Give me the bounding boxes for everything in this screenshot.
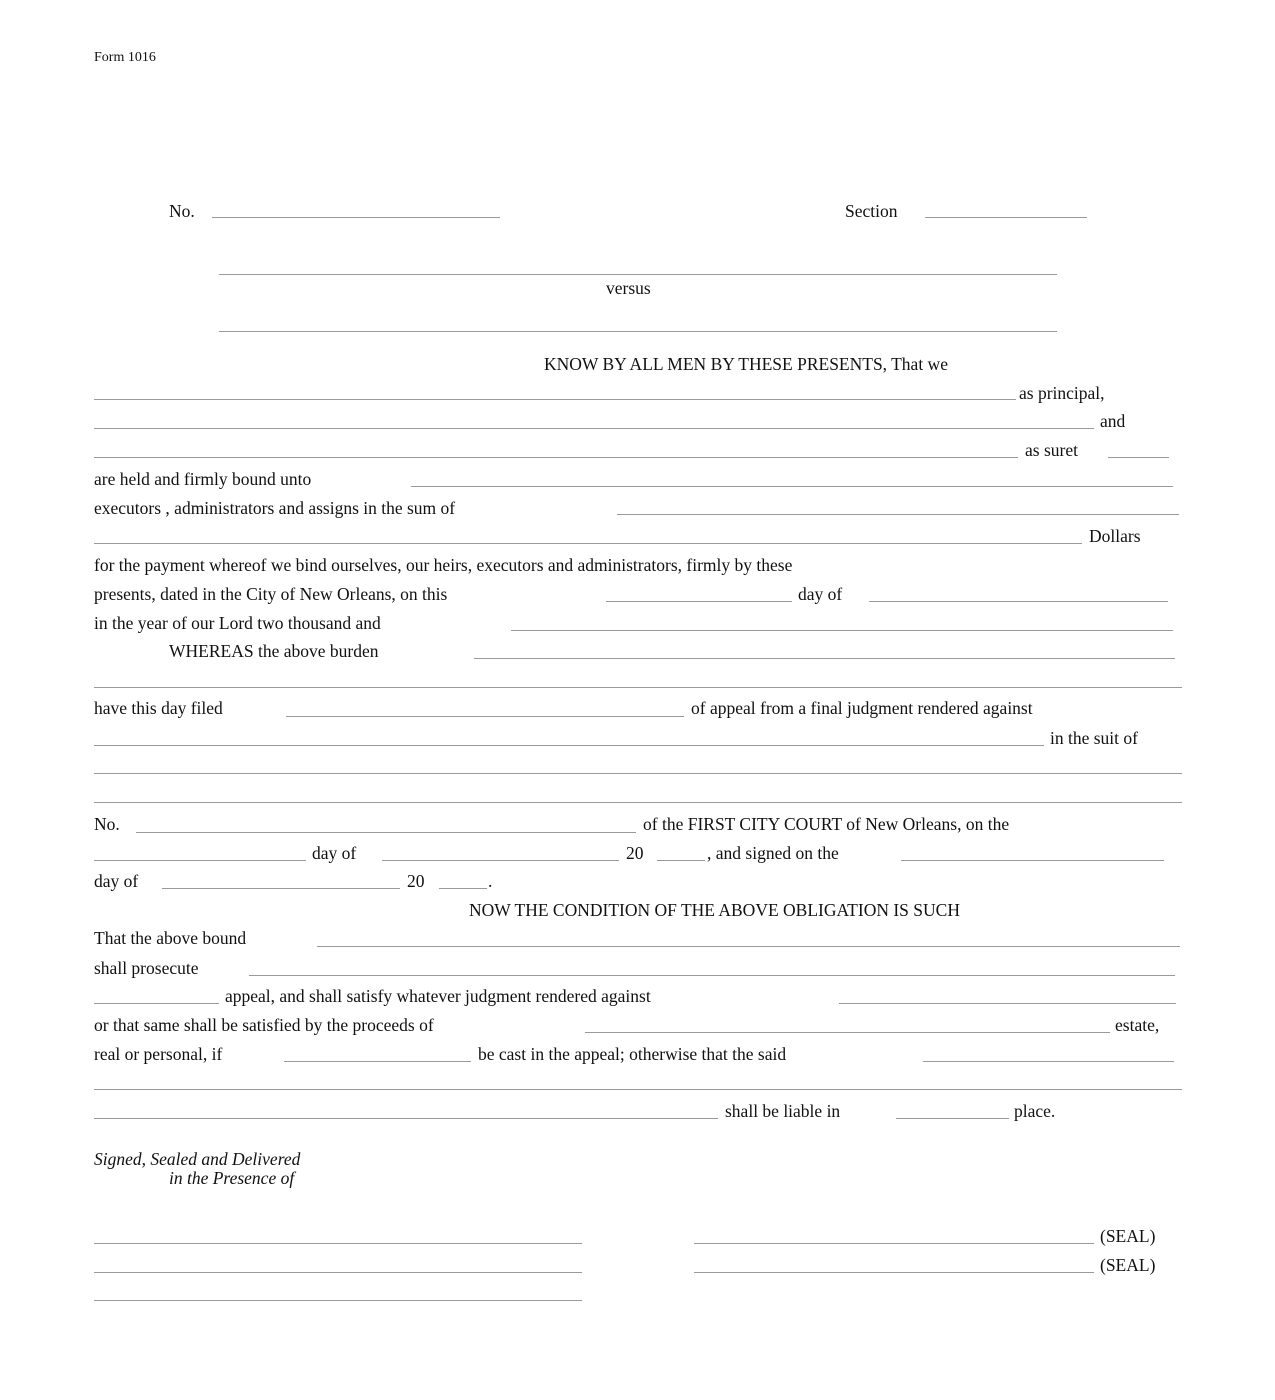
signed-sealed-text: Signed, Sealed and Delivered [94,1149,301,1169]
said-party-blank[interactable] [923,1061,1174,1062]
prosecute-blank[interactable] [249,975,1175,976]
suit-blank-2[interactable] [94,802,1182,803]
year-blank[interactable] [511,630,1173,631]
have-filed-text: have this day filed [94,698,223,718]
day-of-text: day of [798,584,843,604]
day-of-text-3: day of [94,871,139,891]
estate-text: estate, [1115,1015,1160,1035]
defendant-blank[interactable] [219,331,1057,332]
as-principal-text: as principal, [1019,383,1105,403]
section-label: Section [845,201,898,221]
held-bound-text: are held and firmly bound unto [94,469,312,489]
sum-words-blank[interactable] [94,543,1082,544]
above-bound-text: That the above bound [94,928,247,948]
principal-blank-2[interactable] [94,428,1094,429]
condition-heading: NOW THE CONDITION OF THE ABOVE OBLIGATION IS SUCH [469,900,960,920]
obligee-blank[interactable] [411,486,1173,487]
section-blank[interactable] [925,217,1087,218]
witness-signature-line-3[interactable] [94,1300,582,1301]
whereas-blank[interactable] [474,658,1175,659]
whereas-text: WHEREAS the above burden [169,641,379,661]
witness-signature-line-1[interactable] [94,1243,582,1244]
as-surety-text: as suret [1025,440,1078,460]
twenty-text: 20 [626,843,644,863]
judgment-year-blank[interactable] [657,860,705,861]
above-bound-blank[interactable] [317,946,1180,947]
form-number: Form 1016 [94,50,156,65]
of-appeal-text: of appeal from a final judgment rendered against [691,698,1033,718]
twenty-text-2: 20 [407,871,425,891]
satisfied-proceeds-text: or that same shall be satisfied by the proceeds of [94,1015,434,1035]
appeal-satisfy-text: appeal, and shall satisfy whatever judgment rendered against [225,986,651,1006]
seal-label-2: (SEAL) [1100,1255,1156,1275]
cast-appeal-text: be cast in the appeal; otherwise that the said [478,1044,787,1064]
filed-blank[interactable] [286,716,684,717]
case-number-blank[interactable] [212,217,500,218]
presence-of-text: in the Presence of [169,1168,295,1188]
suit-blank[interactable] [94,773,1182,774]
seal-label-1: (SEAL) [1100,1226,1156,1246]
first-city-court-text: of the FIRST CITY COURT of New Orleans, on the [643,814,1010,834]
appeal-prefix-blank[interactable] [94,1003,219,1004]
versus-label: versus [606,278,651,298]
real-personal-text: real or personal, if [94,1044,223,1064]
dated-month-blank[interactable] [869,601,1168,602]
principal-blank[interactable] [94,399,1016,400]
sum-blank[interactable] [617,514,1179,515]
judgment-month-blank[interactable] [382,860,619,861]
surety-signature-line[interactable] [694,1272,1094,1273]
signed-on-text: , and signed on the [707,843,839,863]
day-of-text-2: day of [312,843,357,863]
cast-party-blank[interactable] [284,1061,471,1062]
said-party-blank-2[interactable] [94,1089,1182,1090]
liable-party-blank[interactable] [94,1118,718,1119]
case-number-label: No. [169,201,195,221]
prosecute-text: shall prosecute [94,958,199,978]
year-of-lord-text: in the year of our Lord two thousand and [94,613,381,633]
liable-in-text: shall be liable in [725,1101,841,1121]
executors-sum-text: executors , administrators and assigns in the sum of [94,498,456,518]
place-blank[interactable] [896,1118,1009,1119]
place-text: place. [1014,1101,1056,1121]
dated-day-blank[interactable] [606,601,792,602]
in-suit-of-text: in the suit of [1050,728,1138,748]
and-text: and [1100,411,1126,431]
principal-signature-line[interactable] [694,1243,1094,1244]
signed-day-blank[interactable] [901,860,1164,861]
judgment-against-blank[interactable] [94,745,1044,746]
signed-month-blank[interactable] [162,888,400,889]
suit-number-label: No. [94,814,120,834]
judgment-against-blank-2[interactable] [839,1003,1176,1004]
surety-blank[interactable] [94,457,1018,458]
plaintiff-blank[interactable] [219,274,1057,275]
payment-text: for the payment whereof we bind ourselves, our heirs, executors and administrators, firmly by these [94,555,793,575]
surety-suffix-blank[interactable] [1108,457,1169,458]
know-all-men-text: KNOW BY ALL MEN BY THESE PRESENTS, That we [544,354,948,374]
whereas-blank-2[interactable] [94,687,1182,688]
period-text: . [488,871,493,891]
witness-signature-line-2[interactable] [94,1272,582,1273]
signed-year-blank[interactable] [439,888,487,889]
suit-number-blank[interactable] [136,832,636,833]
judgment-day-blank[interactable] [94,860,306,861]
presents-dated-text: presents, dated in the City of New Orleans, on this [94,584,448,604]
proceeds-blank[interactable] [585,1032,1110,1033]
dollars-text: Dollars [1089,526,1141,546]
